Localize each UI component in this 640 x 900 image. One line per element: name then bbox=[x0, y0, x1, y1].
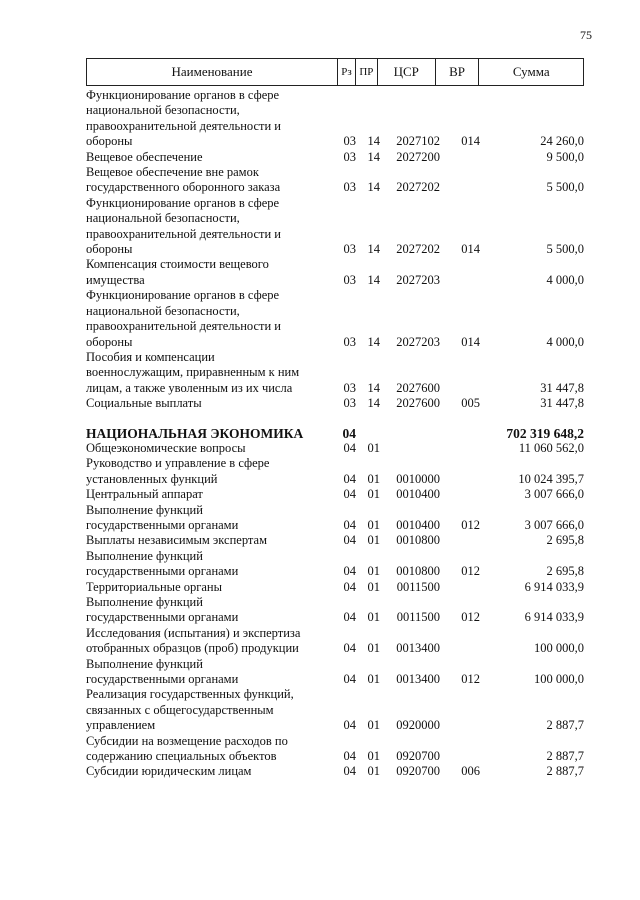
cell-sum: 2 887,7 bbox=[546, 749, 584, 764]
cell-sum: 31 447,8 bbox=[540, 380, 584, 395]
cell-name: Руководство и управление в сфере установленных функций bbox=[86, 456, 270, 486]
cell-name: Выполнение функций государственными органами bbox=[86, 502, 239, 532]
cell-name: Субсидии на возмещение расходов по содержанию специальных объектов bbox=[86, 733, 288, 764]
cell-pr: 14 bbox=[367, 242, 380, 257]
cell-rz: 03 bbox=[343, 272, 356, 287]
cell-csr: 0920700 bbox=[396, 764, 440, 779]
table-row bbox=[86, 165, 584, 196]
cell-csr: 0010000 bbox=[396, 471, 440, 486]
cell-sum: 5 500,0 bbox=[546, 180, 584, 195]
cell-pr: 01 bbox=[367, 672, 380, 687]
cell-csr: 0011500 bbox=[396, 610, 440, 625]
table-row bbox=[86, 595, 584, 626]
table-row bbox=[86, 764, 584, 779]
cell-rz: 03 bbox=[343, 149, 356, 164]
cell-csr: 2027600 bbox=[396, 380, 440, 395]
cell-name: Центральный аппарат bbox=[86, 487, 203, 502]
cell-vr: 014 bbox=[461, 334, 480, 349]
cell-pr: 01 bbox=[367, 471, 380, 486]
cell-pr: 14 bbox=[367, 334, 380, 349]
cell-rz: 04 bbox=[343, 764, 356, 779]
cell-rz: 04 bbox=[343, 471, 356, 486]
cell-pr: 14 bbox=[367, 180, 380, 195]
table-header bbox=[86, 58, 584, 86]
cell-name: Выполнение функций государственными органами bbox=[86, 656, 239, 687]
header-csr: ЦСР bbox=[378, 59, 436, 85]
cell-csr: 2027203 bbox=[396, 334, 440, 349]
table-row bbox=[86, 88, 584, 150]
cell-rz: 04 bbox=[343, 564, 356, 579]
table-row bbox=[86, 533, 584, 548]
cell-rz: 03 bbox=[343, 334, 356, 349]
cell-rz: 04 bbox=[343, 440, 356, 455]
cell-vr: 005 bbox=[461, 396, 480, 411]
cell-csr: 0920700 bbox=[396, 749, 440, 764]
cell-pr: 01 bbox=[367, 749, 380, 764]
cell-vr: 012 bbox=[461, 672, 480, 687]
cell-rz: 04 bbox=[343, 749, 356, 764]
table-row bbox=[86, 657, 584, 688]
cell-vr: 012 bbox=[461, 564, 480, 579]
cell-pr: 14 bbox=[367, 149, 380, 164]
cell-csr: 0010800 bbox=[396, 533, 440, 548]
cell-sum: 2 695,8 bbox=[546, 533, 584, 548]
cell-csr: 2027202 bbox=[396, 242, 440, 257]
table-row bbox=[86, 196, 584, 258]
cell-csr: 0010800 bbox=[396, 564, 440, 579]
cell-sum: 24 260,0 bbox=[540, 134, 584, 149]
cell-csr: 2027102 bbox=[396, 134, 440, 149]
cell-sum: 9 500,0 bbox=[546, 149, 584, 164]
cell-sum: 100 000,0 bbox=[534, 641, 584, 656]
cell-name: Выполнение функций государственными органами bbox=[86, 548, 239, 579]
cell-name: Функционирование органов в сфере национальной безопасности, правоохранительной деятельности и обороны bbox=[86, 195, 281, 257]
cell-sum: 100 000,0 bbox=[534, 672, 584, 687]
cell-csr: 0013400 bbox=[396, 672, 440, 687]
cell-pr: 01 bbox=[367, 579, 380, 594]
header-pr: ПР bbox=[356, 59, 378, 85]
cell-sum: 2 887,7 bbox=[546, 764, 584, 779]
cell-name: Реализация государственных функций, связанных с общегосударственным управлением bbox=[86, 687, 294, 733]
table-row bbox=[86, 734, 584, 765]
cell-name: Выплаты независимым экспертам bbox=[86, 533, 267, 548]
cell-pr: 01 bbox=[367, 440, 380, 455]
table-row bbox=[86, 580, 584, 595]
table-row bbox=[86, 150, 584, 165]
cell-rz: 03 bbox=[343, 396, 356, 411]
cell-rz: 03 bbox=[343, 180, 356, 195]
cell-name: Территориальные органы bbox=[86, 579, 223, 594]
cell-csr: 2027600 bbox=[396, 396, 440, 411]
cell-sum: 31 447,8 bbox=[540, 396, 584, 411]
header-name: Наименование bbox=[87, 59, 338, 85]
table-row bbox=[86, 350, 584, 396]
cell-rz: 03 bbox=[343, 242, 356, 257]
cell-csr: 0920000 bbox=[396, 718, 440, 733]
table-row bbox=[86, 288, 584, 350]
cell-name: Социальные выплаты bbox=[86, 396, 202, 411]
cell-sum: 2 695,8 bbox=[546, 564, 584, 579]
cell-name: НАЦИОНАЛЬНАЯ ЭКОНОМИКА bbox=[86, 425, 304, 441]
cell-pr: 14 bbox=[367, 272, 380, 287]
cell-name: Функционирование органов в сфере национальной безопасности, правоохранительной деятельности и обороны bbox=[86, 88, 281, 149]
table-row bbox=[86, 456, 584, 487]
cell-rz: 04 bbox=[343, 517, 356, 532]
cell-name: Вещевое обеспечение bbox=[86, 149, 203, 164]
cell-sum: 6 914 033,9 bbox=[524, 610, 584, 625]
table-row bbox=[86, 626, 584, 657]
table-row bbox=[86, 396, 584, 411]
cell-rz: 04 bbox=[343, 672, 356, 687]
header-sum: Сумма bbox=[512, 64, 550, 79]
table-row bbox=[86, 487, 584, 502]
cell-name: Выполнение функций государственными органами bbox=[86, 595, 239, 625]
cell-name: Общеэкономические вопросы bbox=[86, 440, 246, 455]
cell-rz: 04 bbox=[343, 579, 356, 594]
cell-pr: 14 bbox=[367, 380, 380, 395]
cell-rz: 04 bbox=[343, 533, 356, 548]
cell-pr: 01 bbox=[367, 564, 380, 579]
cell-rz: 04 bbox=[343, 718, 356, 733]
cell-sum: 3 007 666,0 bbox=[524, 487, 584, 502]
cell-pr: 01 bbox=[367, 487, 380, 502]
cell-sum: 702 319 648,2 bbox=[506, 425, 584, 441]
cell-sum: 4 000,0 bbox=[546, 272, 584, 287]
cell-sum: 3 007 666,0 bbox=[524, 517, 584, 532]
cell-name: Вещевое обеспечение вне рамок государственного оборонного заказа bbox=[86, 165, 281, 195]
table-row bbox=[86, 549, 584, 580]
cell-csr: 0011500 bbox=[396, 579, 440, 594]
cell-pr: 01 bbox=[367, 610, 380, 625]
cell-sum: 6 914 033,9 bbox=[524, 579, 584, 594]
cell-vr: 012 bbox=[461, 610, 480, 625]
cell-name: Исследования (испытания) и экспертиза отобранных образцов (проб) продукции bbox=[86, 625, 301, 656]
cell-name: Функционирование органов в сфере национальной безопасности, правоохранительной деятельности и обороны bbox=[86, 288, 281, 349]
cell-rz: 03 bbox=[343, 380, 356, 395]
cell-sum: 10 024 395,7 bbox=[518, 471, 584, 486]
cell-rz: 03 bbox=[343, 134, 356, 149]
cell-vr: 014 bbox=[461, 242, 480, 257]
cell-rz: 04 bbox=[343, 487, 356, 502]
cell-pr: 01 bbox=[367, 533, 380, 548]
section-row bbox=[86, 426, 584, 441]
table-row bbox=[86, 257, 584, 288]
cell-vr: 014 bbox=[461, 134, 480, 149]
page-number: 75 bbox=[580, 28, 592, 42]
cell-csr: 2027202 bbox=[396, 180, 440, 195]
cell-rz: 04 bbox=[342, 425, 356, 441]
cell-pr: 01 bbox=[367, 718, 380, 733]
cell-rz: 04 bbox=[343, 610, 356, 625]
cell-csr: 0010400 bbox=[396, 487, 440, 502]
cell-rz: 04 bbox=[343, 641, 356, 656]
cell-sum: 2 887,7 bbox=[546, 718, 584, 733]
table-body bbox=[86, 88, 584, 780]
cell-csr: 2027200 bbox=[396, 149, 440, 164]
table-row bbox=[86, 441, 584, 456]
table-row bbox=[86, 687, 584, 733]
cell-pr: 01 bbox=[367, 641, 380, 656]
cell-sum: 4 000,0 bbox=[546, 334, 584, 349]
cell-name: Компенсация стоимости вещевого имущества bbox=[86, 257, 269, 287]
cell-name: Субсидии юридическим лицам bbox=[86, 764, 252, 779]
cell-csr: 0010400 bbox=[396, 517, 440, 532]
table-row bbox=[86, 503, 584, 534]
cell-vr: 012 bbox=[461, 517, 480, 532]
cell-name: Пособия и компенсации военнослужащим, приравненным к ним лицам, а также уволенным из их числа bbox=[86, 349, 300, 395]
cell-vr: 006 bbox=[461, 764, 480, 779]
cell-pr: 01 bbox=[367, 764, 380, 779]
cell-csr: 0013400 bbox=[396, 641, 440, 656]
cell-pr: 14 bbox=[367, 134, 380, 149]
header-vr: ВР bbox=[436, 59, 480, 85]
cell-csr: 2027203 bbox=[396, 272, 440, 287]
header-rz: Рз bbox=[338, 59, 356, 85]
cell-sum: 5 500,0 bbox=[546, 242, 584, 257]
cell-sum: 11 060 562,0 bbox=[518, 440, 584, 455]
cell-pr: 01 bbox=[367, 517, 380, 532]
cell-pr: 14 bbox=[367, 396, 380, 411]
